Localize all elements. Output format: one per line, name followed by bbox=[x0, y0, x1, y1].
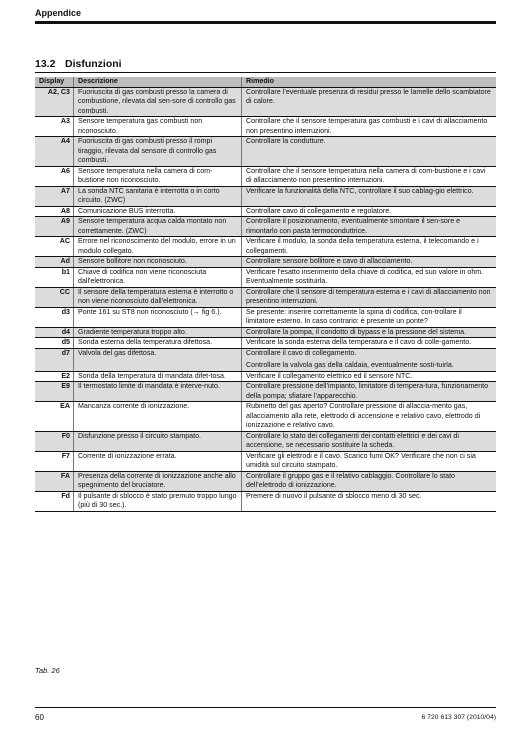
remedy-text: Controllare il gruppo gas e il relativo cablaggio. Controllare lo stato dell’elettrodo di ionizzazione. bbox=[246, 471, 455, 489]
remedy-text: Verificare la funzionalità della NTC, controllare il suo cablag-gio elettrico. bbox=[246, 186, 474, 195]
remedy-cell bbox=[241, 328, 496, 338]
remedy-text: Controllare che il sensore temperatura gas combusti e i cavi di allacciamento non presentino interruzioni. bbox=[246, 117, 488, 135]
section-heading bbox=[35, 58, 122, 70]
remedy-cell bbox=[241, 117, 496, 136]
section-title: Disfunzioni bbox=[65, 58, 122, 70]
remedy-cell bbox=[241, 237, 496, 256]
table-row bbox=[35, 432, 496, 452]
display-code: d4 bbox=[61, 327, 70, 336]
fault-description: Gradiente temperatura troppo alto. bbox=[73, 328, 241, 338]
fault-description: Valvola del gas difettosa. bbox=[73, 349, 241, 371]
table-row bbox=[35, 268, 496, 288]
table-row bbox=[35, 288, 496, 308]
display-code: Ad bbox=[60, 257, 70, 265]
remedy-text: Premere di nuovo il pulsante di sblocco meno di 30 sec. bbox=[246, 491, 422, 500]
fault-description: Sensore temperatura gas combusti non riconosciuto. bbox=[73, 117, 241, 136]
display-code: A7 bbox=[60, 186, 70, 195]
remedy-cell bbox=[241, 382, 496, 401]
display-code: CC bbox=[59, 287, 70, 296]
display-code: A4 bbox=[60, 137, 70, 145]
remedy-text: Controllare il cavo di collegamento. bbox=[246, 348, 357, 357]
display-code: d3 bbox=[61, 307, 70, 316]
table-row bbox=[35, 167, 496, 187]
fault-description: Il pulsante di sblocco è stato premuto troppo lungo (più di 30 sec.). bbox=[73, 492, 241, 511]
table-row bbox=[35, 452, 496, 472]
remedy-text: Controllare sensore bollitore e cavo di allacciamento. bbox=[246, 257, 413, 265]
display-code: A3 bbox=[60, 117, 70, 125]
display-code: E2 bbox=[61, 371, 70, 380]
remedy-text: Controllare che il sensore di temperatura esterna e i cavi di allacciamento non presentino interruzioni. bbox=[246, 287, 491, 305]
remedy-text: Controllare la pompa, il condotto di bypass e la pressione del sistema. bbox=[246, 327, 467, 336]
fault-description: Errore nel riconoscimento del modulo, errore in un modulo collegato. bbox=[73, 237, 241, 256]
remedy-cell bbox=[241, 137, 496, 166]
table-row bbox=[35, 372, 496, 383]
page-number: 60 bbox=[35, 713, 44, 722]
remedy-text: Rubinetto del gas aperto? Controllare pressione di allaccia-mento gas, allacciamento alla rete, elettrodo di accensione e relativo cavo, elettrodo di ionizzazione e relativo cavo. bbox=[246, 402, 481, 429]
fault-description: Corrente di ionizzazione errata. bbox=[73, 452, 241, 471]
fault-description: Comunicazione BUS interrotta. bbox=[73, 207, 241, 217]
footer-rule bbox=[35, 707, 496, 708]
remedy-cell bbox=[241, 472, 496, 491]
fault-description: Sonda della temperatura di mandata difet-tosa. bbox=[73, 372, 241, 382]
fault-table bbox=[35, 77, 496, 512]
fault-description: Presenza della corrente di ionizzazione anche allo spegnimento del bruciatore. bbox=[73, 472, 241, 491]
fault-description: Disfunzione presso il circuito stampato. bbox=[73, 432, 241, 451]
remedy-text: Controllare pressione dell’impianto, limitatore di tempera-tura, funzionamento della pompa; sfiatare l’apparecchio. bbox=[246, 382, 489, 400]
remedy-cell bbox=[241, 167, 496, 186]
display-code: FA bbox=[60, 471, 70, 480]
fault-description: La sonda NTC sanitaria è interrotta o in corto circuito. (ZWC) bbox=[73, 187, 241, 206]
display-code: Fd bbox=[61, 491, 70, 500]
fault-description: Il termostato limite di mandata è interve-nuto. bbox=[73, 382, 241, 401]
fault-description: Mancanza corrente di ionizzazione. bbox=[73, 402, 241, 431]
header-title: Appendice bbox=[35, 8, 82, 18]
fault-description: Ponte 161 su ST8 non riconosciuto (→ fig 6.). bbox=[73, 308, 241, 327]
section-rule bbox=[35, 72, 496, 73]
display-code: F7 bbox=[61, 451, 70, 460]
remedy-cell bbox=[241, 217, 496, 236]
remedy-cell bbox=[241, 349, 496, 371]
display-code: F0 bbox=[61, 431, 70, 440]
table-caption: Tab. 26 bbox=[35, 666, 60, 675]
remedy-text: Verificare l'esatto inserimento della chiave di codifica, ed suo valore in ohm. Eventualmente sostituirla. bbox=[246, 267, 484, 285]
table-row bbox=[35, 349, 496, 372]
remedy-cell bbox=[241, 452, 496, 471]
display-code: b1 bbox=[61, 267, 70, 276]
fault-description: Il sensore della temperatura esterna è interrotto o non viene riconosciuto dall'elettronica. bbox=[73, 288, 241, 307]
column-header-description: Descrizione bbox=[73, 77, 241, 87]
remedy-cell bbox=[241, 308, 496, 327]
remedy-cell bbox=[241, 187, 496, 206]
table-row bbox=[35, 328, 496, 339]
display-code: A9 bbox=[60, 217, 70, 225]
table-row bbox=[35, 207, 496, 218]
display-code: AC bbox=[59, 237, 70, 245]
table-row bbox=[35, 472, 496, 492]
remedy-cell bbox=[241, 268, 496, 287]
table-row bbox=[35, 402, 496, 432]
table-row bbox=[35, 257, 496, 268]
remedy-text: Controllare il posizionamento, eventualmente smontare il sen-sore e rimontarlo con pasta termoconduttrice. bbox=[246, 217, 461, 235]
table-row bbox=[35, 117, 496, 137]
display-code: A8 bbox=[60, 206, 70, 215]
remedy-cell bbox=[241, 288, 496, 307]
column-header-display: Display bbox=[39, 77, 65, 85]
remedy-text: Controllare che il sensore temperatura nella camera di com-bustione e i cavi di allacciamento non presentino interruzioni. bbox=[246, 166, 486, 184]
table-header-row bbox=[35, 77, 496, 88]
remedy-text: Verificare il collegamento elettrico ed il sensore NTC. bbox=[246, 371, 413, 380]
fault-description: Fuoriuscita di gas combusti presso la camera di combustione, rilevata dal sen-sore di controllo gas combusti. bbox=[73, 88, 241, 117]
fault-description: Sonda esterna della temperatura difettosa. bbox=[73, 338, 241, 348]
fault-description: Sensore temperatura nella camera di com-bustione non riconosciuto. bbox=[73, 167, 241, 186]
header-rule bbox=[35, 21, 496, 24]
remedy-text: Controllare lo stato dei collegamenti dei contatti elettrici e dei cavi di accensione, se necessario sostituire la scheda. bbox=[246, 431, 459, 449]
display-code: E9 bbox=[61, 382, 70, 390]
table-row bbox=[35, 492, 496, 512]
document-reference: 6 720 613 307 (2010/04) bbox=[421, 714, 496, 721]
remedy-cell bbox=[241, 207, 496, 217]
table-row bbox=[35, 338, 496, 349]
table-row bbox=[35, 137, 496, 167]
remedy-cell bbox=[241, 372, 496, 382]
table-row bbox=[35, 382, 496, 402]
table-row bbox=[35, 88, 496, 118]
display-code: EA bbox=[60, 402, 70, 410]
remedy-cell bbox=[241, 338, 496, 348]
fault-description: Fuoriuscita di gas combusti presso il rompi tiraggio, rilevata dal sensore di controllo gas combusti. bbox=[73, 137, 241, 166]
fault-description: Sensore bollitore non riconosciuto. bbox=[73, 257, 241, 267]
remedy-text: Controllare l’eventuale presenza di residui presso le lamelle dello scambiatore di calore. bbox=[246, 87, 491, 105]
remedy-cell bbox=[241, 432, 496, 451]
table-row bbox=[35, 187, 496, 207]
fault-description: Sensore temperatura acqua calda montato non correttamente. (ZWC) bbox=[73, 217, 241, 236]
section-number: 13.2 bbox=[35, 58, 56, 70]
remedy-cell bbox=[241, 402, 496, 431]
fault-description: Chiave di codifica non viene riconosciuta dall'elettronica. bbox=[73, 268, 241, 287]
display-code: A6 bbox=[60, 166, 70, 175]
remedy-text: Verificare la sonda esterna della temperatura e il cavo di colle-gamento. bbox=[246, 338, 472, 346]
remedy-text: Se presente: inserire correttamente la spina di codifica, con-trollare il limitatore esterno. In caso contrario: è presente un ponte? bbox=[246, 307, 462, 325]
display-code: d7 bbox=[61, 348, 70, 357]
table-row bbox=[35, 217, 496, 237]
column-header-remedy: Rimedio bbox=[241, 77, 496, 87]
remedy-cell bbox=[241, 492, 496, 511]
remedy-text: Verificare il modulo, la sonda della temperatura esterna, il telecomando e i collegamenti. bbox=[246, 237, 479, 255]
remedy-text: Verificare gli elettrodi e il cavo. Scarico fumi OK? Verificare che non ci sia umidità sul circuito stampato. bbox=[246, 451, 476, 469]
remedy-text: Controllare la valvola gas della caldaia, eventualmente sosti-tuirla. bbox=[246, 361, 454, 369]
remedy-cell bbox=[241, 257, 496, 267]
display-code: A2, C3 bbox=[47, 87, 70, 96]
remedy-text: Controllare la condutture. bbox=[246, 137, 326, 145]
display-code: d5 bbox=[61, 338, 70, 346]
table-row bbox=[35, 308, 496, 328]
table-row bbox=[35, 237, 496, 257]
remedy-text: Controllare cavo di collegamento e regolatore. bbox=[246, 206, 392, 215]
remedy-cell bbox=[241, 88, 496, 117]
